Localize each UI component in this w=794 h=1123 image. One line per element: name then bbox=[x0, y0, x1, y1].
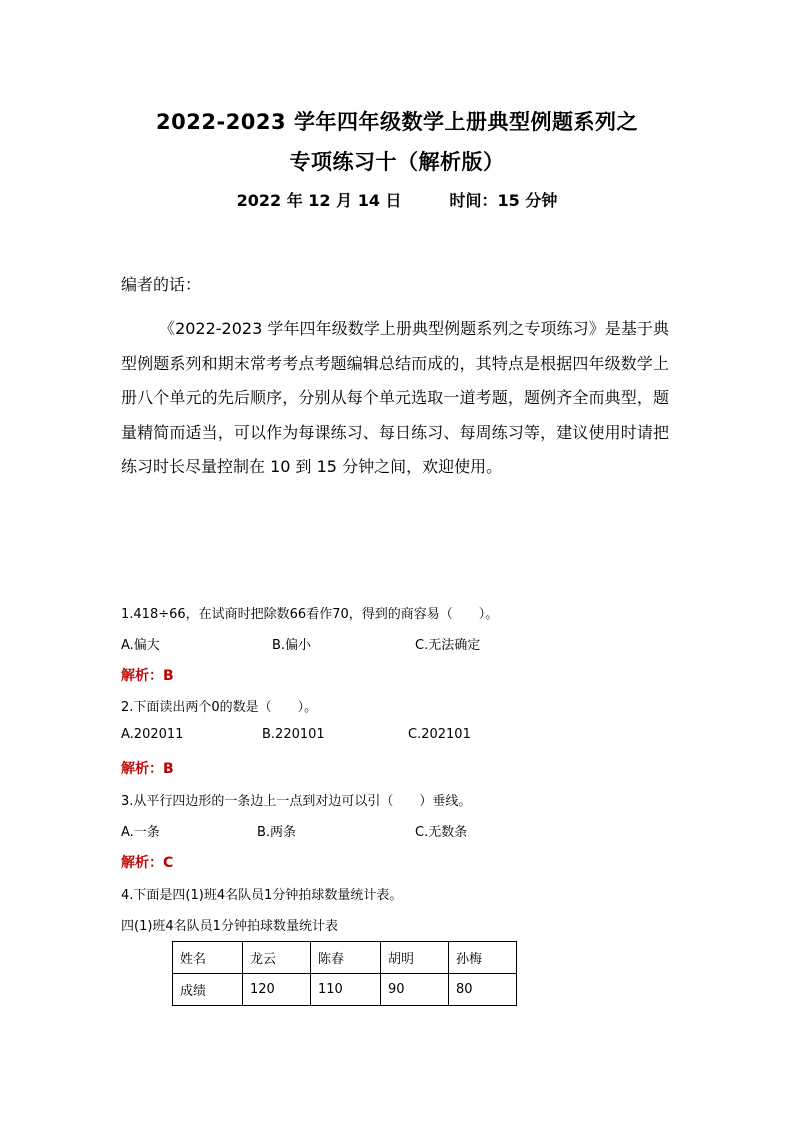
document-title-line1: 2022-2023 学年四年级数学上册典型例题系列之 bbox=[156, 110, 638, 134]
table-cell: 90 bbox=[381, 974, 449, 1006]
table-header-cell: 胡明 bbox=[381, 942, 449, 974]
question-3-answer: 解析：C bbox=[121, 855, 174, 871]
table-header-cell: 孙梅 bbox=[449, 942, 517, 974]
table-cell: 80 bbox=[449, 974, 517, 1006]
table-row bbox=[173, 942, 517, 974]
question-3-option-c: C.无数条 bbox=[415, 825, 468, 840]
time-limit: 时间：15 分钟 bbox=[449, 191, 558, 210]
document-title-line2: 专项练习十（解析版） bbox=[289, 150, 505, 174]
document-meta bbox=[0, 188, 794, 211]
table-cell: 120 bbox=[243, 974, 311, 1006]
question-2-option-c: C.202101 bbox=[408, 727, 471, 742]
score-table bbox=[172, 941, 517, 1006]
question-2-option-b: B.220101 bbox=[262, 727, 325, 742]
question-2-option-a: A.202011 bbox=[121, 727, 184, 742]
table-header-cell: 陈春 bbox=[311, 942, 381, 974]
question-1-option-c: C.无法确定 bbox=[415, 638, 481, 653]
question-2-answer: 解析：B bbox=[121, 761, 174, 777]
table-header-cell: 姓名 bbox=[173, 942, 243, 974]
table-row bbox=[173, 974, 517, 1006]
table-header-cell: 龙云 bbox=[243, 942, 311, 974]
question-3-option-b: B.两条 bbox=[257, 825, 297, 840]
table-cell: 110 bbox=[311, 974, 381, 1006]
table-caption: 四(1)班4名队员1分钟拍球数量统计表 bbox=[121, 919, 338, 934]
question-2-text: 2.下面读出两个0的数是（ ）。 bbox=[121, 700, 318, 715]
question-1-text: 1.418÷66，在试商时把除数66看作70，得到的商容易（ ）。 bbox=[121, 607, 499, 622]
intro-paragraph: 《2022-2023 学年四年级数学上册典型例题系列之专项练习》是基于典型例题系列和期末常考考点考题编辑总结而成的，其特点是根据四年级数学上册八个单元的先后顺序，分别从每个单元选取一道考题，题例齐全而典型，题量精简而适当，可以作为每课练习、每日练习、每周练习等，建议使用时请把练习时长尽量控制在 10 到 15 分钟之间，欢迎使用。 bbox=[121, 319, 669, 477]
question-1-answer: 解析：B bbox=[121, 668, 174, 684]
document-date: 2022 年 12 月 14 日 bbox=[236, 191, 402, 210]
question-1-option-b: B.偏小 bbox=[272, 638, 312, 653]
question-3-option-a: A.一条 bbox=[121, 825, 160, 840]
question-3-text: 3.从平行四边形的一条边上一点到对边可以引（ ）垂线。 bbox=[121, 794, 472, 809]
intro-label: 编者的话： bbox=[121, 275, 202, 294]
question-4-text: 4.下面是四(1)班4名队员1分钟拍球数量统计表。 bbox=[121, 888, 403, 903]
table-cell: 成绩 bbox=[173, 974, 243, 1006]
question-1-option-a: A.偏大 bbox=[121, 638, 160, 653]
